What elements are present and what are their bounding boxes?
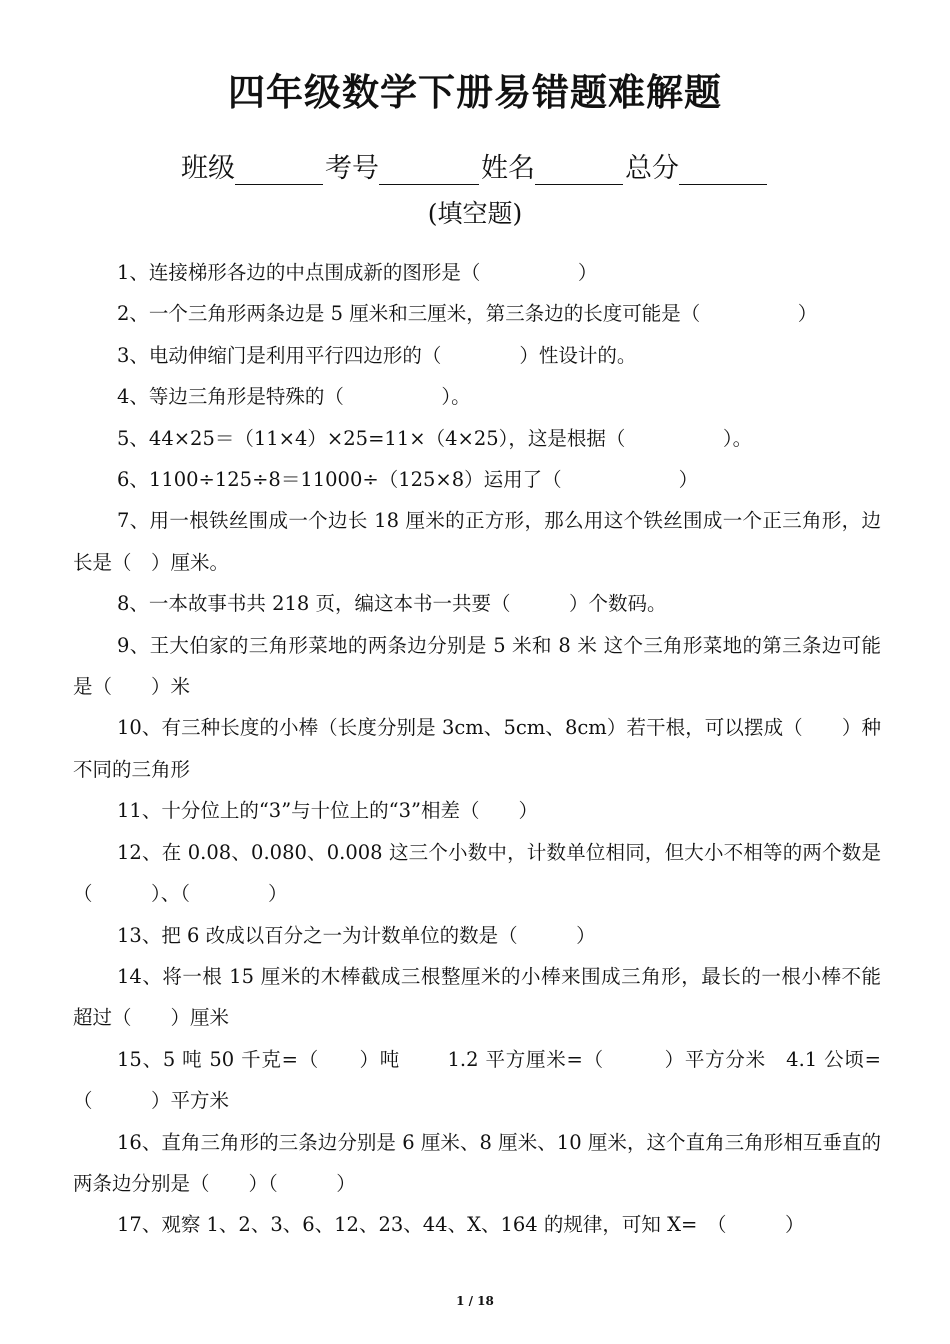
info-field-name bbox=[481, 144, 625, 185]
question-1: 1、连接梯形各边的中点围成新的图形是（ ） bbox=[117, 261, 598, 284]
page-title: 四年级数学下册易错题难解题 bbox=[228, 71, 722, 114]
question-16: 16、直角三角形的三条边分别是 6 厘米、8 厘米、10 厘米，这个直角三角形相互垂直的两条边分别是（ ）（ ） bbox=[73, 1130, 881, 1195]
question-13: 13、把 6 改成以百分之一为计数单位的数是（ ） bbox=[117, 923, 596, 947]
info-label-name: 姓名 bbox=[481, 153, 535, 184]
info-label-exam-number: 考号 bbox=[325, 153, 379, 184]
info-label-score: 总分 bbox=[625, 153, 679, 184]
info-field-exam-number bbox=[325, 144, 481, 185]
question-3: 3、电动伸缩门是利用平行四边形的（ ）性设计的。 bbox=[117, 343, 637, 367]
question-list bbox=[73, 252, 881, 1246]
class-blank bbox=[235, 144, 323, 185]
question-9: 9、王大伯家的三角形菜地的两条边分别是 5 米和 8 米 这个三角形菜地的第三条边可能是（ ）米 bbox=[73, 633, 881, 699]
question-11: 11、十分位上的“3”与十位上的“3”相差（ ） bbox=[117, 799, 539, 823]
question-15: 15、5 吨 50 千克=（ ）吨 1.2 平方厘米=（ ）平方分米 4.1 公顷=（ ）平方米 bbox=[73, 1047, 881, 1113]
question-6: 6、1100÷125÷8＝11000÷（125×8）运用了（ ） bbox=[117, 468, 699, 492]
section-heading: (填空题) bbox=[427, 199, 523, 228]
question-14: 14、将一根 15 厘米的木棒截成三根整厘米的小棒来围成三角形，最长的一根小棒不能超过（ ）厘米 bbox=[73, 964, 881, 1030]
score-blank bbox=[679, 144, 767, 185]
question-8: 8、一本故事书共 218 页，编这本书一共要（ ）个数码。 bbox=[117, 592, 667, 616]
page-number: 1 / 18 bbox=[456, 1294, 494, 1308]
info-label-class: 班级 bbox=[181, 153, 235, 184]
question-5: 5、44×25＝（11×4）×25=11×（4×25），这是根据（ ）。 bbox=[117, 426, 753, 450]
question-4: 4、等边三角形是特殊的（ ）。 bbox=[117, 385, 471, 409]
question-7: 7、用一根铁丝围成一个边长 18 厘米的正方形，那么用这个铁丝围成一个正三角形，边长是（ ）厘米。 bbox=[73, 509, 881, 574]
info-field-class bbox=[181, 144, 325, 185]
question-12: 12、在 0.08、0.080、0.008 这三个小数中，计数单位相同，但大小不相等的两个数是（ ）、（ ） bbox=[73, 840, 881, 906]
question-2: 2、一个三角形两条边是 5 厘米和三厘米，第三条边的长度可能是（ ） bbox=[117, 302, 818, 326]
student-info-row bbox=[0, 144, 950, 185]
name-blank bbox=[535, 144, 623, 185]
question-10: 10、有三种长度的小棒（长度分别是 3cm、5cm、8cm）若干根，可以摆成（ ）种不同的三角形 bbox=[73, 716, 881, 781]
info-field-score bbox=[625, 144, 769, 185]
question-17: 17、观察 1、2、3、6、12、23、44、X、164 的规律，可知 X= （ ） bbox=[117, 1213, 805, 1237]
exam-number-blank bbox=[379, 144, 479, 185]
